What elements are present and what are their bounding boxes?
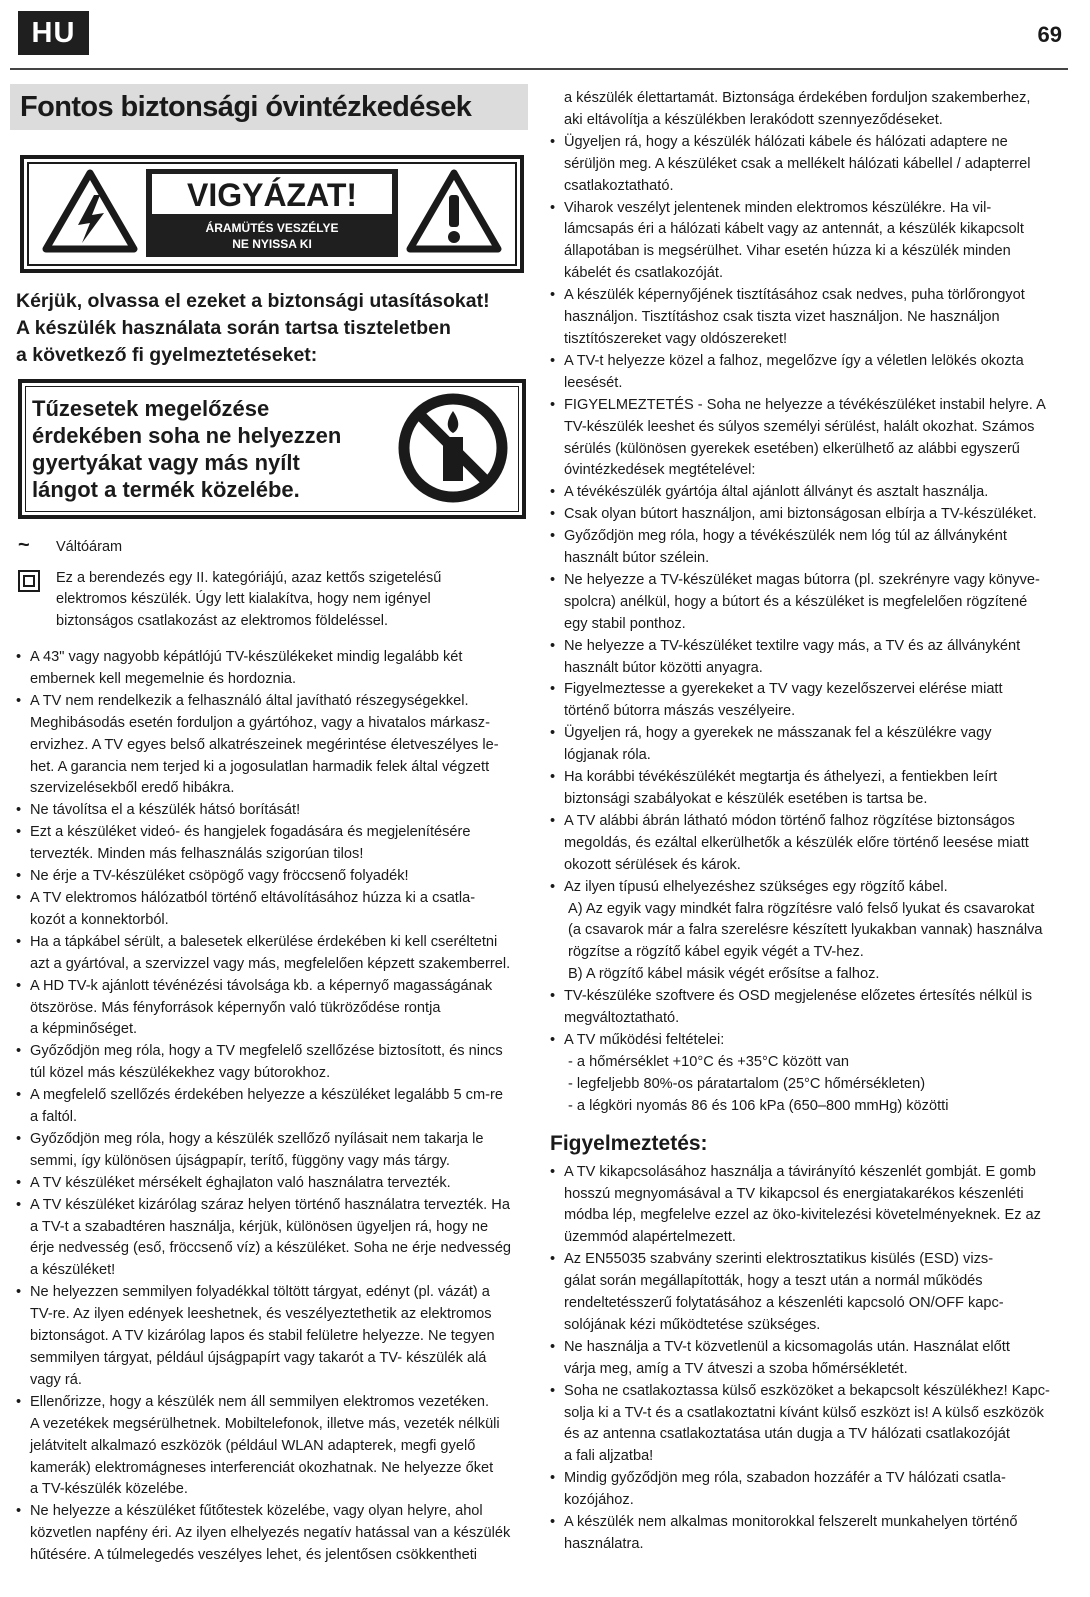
list-item-line: módba lép, megfelelve ezzel az öko-kivitelezési követelményeknek. Ez az — [564, 1207, 1041, 1224]
list-item — [16, 1129, 528, 1173]
list-item — [550, 285, 1068, 351]
list-item — [550, 811, 1068, 877]
list-item-line: semmilyen tárgyat, például újságpapírt vagy takarót a TV- készülék alá — [30, 1350, 487, 1366]
list-item-line: • A TV készüléket mérsékelt éghajlaton való használatra tervezték. — [30, 1174, 451, 1191]
fire-warning-line: Tűzesetek megelőzése — [32, 396, 270, 421]
list-item — [16, 1173, 528, 1195]
list-item-line: túl közel más készülékekhez vagy bútorokhoz. — [30, 1065, 331, 1082]
list-item-line: közvetlen napfény éri. Az ilyen elhelyezés negatív hatással van a készülék — [30, 1525, 511, 1542]
list-item-line: • Ne érje a TV-készüléket csöpögő vagy fröccsenő folyadék! — [30, 868, 409, 885]
list-item-line: • A TV készüléket kizárólag száraz helyen történő használatra tervezték. Ha — [30, 1196, 510, 1213]
list-item-line: • Ne használja a TV-t közvetlenül a kicsomagolás után. Használat előtt — [564, 1338, 1010, 1355]
caution-title: VIGYÁZAT! — [152, 174, 392, 214]
list-item-line: használjon. Tisztításhoz csak tiszta vizet használjon. Ne használjon — [564, 309, 1000, 326]
intro-line: A készülék használata során tartsa tiszteletben — [16, 317, 451, 339]
list-item — [550, 1381, 1068, 1469]
fire-warning-line: lángot a termék közelébe. — [32, 477, 300, 502]
list-item-line: a fali aljzatba! — [564, 1448, 654, 1465]
ac-label: Váltóáram — [56, 539, 123, 555]
condition-line: - a légköri nyomás 86 és 106 kPa (650–800 mmHg) közötti — [568, 1097, 949, 1114]
list-item-line: érje nedvesség (eső, fröccsenő víz) a készüléket. Soha ne érje nedvesség — [30, 1240, 512, 1257]
list-item-line: biztonsági szabályokat e készülék esetében is tartsa be. — [564, 791, 928, 807]
list-item-line: • FIGYELMEZTETÉS - Soha ne helyezze a tévékészüléket instabil helyre. A — [564, 396, 1046, 413]
list-item-line: azt a gyártóval, a szervizzel vagy más, megfelelően képzett szakemberrel. — [30, 955, 511, 972]
class2-line: biztonságos csatlakozást az elektromos földeléssel. — [56, 612, 389, 629]
no-open-flame-icon — [396, 391, 510, 505]
list-item — [550, 636, 1068, 680]
list-item — [550, 767, 1068, 811]
alternating-current-icon: ~ — [18, 534, 30, 556]
list-item — [550, 1337, 1068, 1381]
list-item — [16, 866, 528, 888]
double-insulation-icon — [18, 570, 40, 592]
list-item-line: kozót a konnektorból. — [30, 911, 169, 928]
list-item-line: • Soha ne csatlakoztassa külső eszközöket a bekapcsolt készülékhez! Kapc- — [564, 1382, 1050, 1399]
warnings-heading: Figyelmeztetés: — [550, 1131, 708, 1155]
list-item-line: jelátvitelt alkalmazó eszközök (például WLAN adapterek, megfi gyelő — [30, 1437, 476, 1454]
list-item-line: spolcra) anélkül, hogy a bútort és a készüléket is megfelelően rögzítené — [564, 593, 1028, 610]
condition-line: - legfeljebb 80%-os páratartalom (25°C hőmérsékleten) — [568, 1075, 926, 1092]
top-rule — [10, 68, 1068, 70]
list-item-line: • A TV működési feltételei: — [564, 1031, 725, 1048]
list-item-line: • Ügyeljen rá, hogy a gyerekek ne másszanak fel a készülékre vagy — [564, 725, 992, 742]
list-item-line: • A TV nem rendelkezik a felhasználó által javítható részegységekkel. — [30, 692, 469, 709]
list-item — [16, 1195, 528, 1283]
list-item-line: rendeltetésszerű folytatásához a készenléti kapcsoló ON/OFF kapc- — [564, 1295, 1004, 1312]
electric-shock-warning-label — [20, 155, 524, 273]
list-item-line: okozott sérülések és károk. — [564, 856, 741, 873]
list-item — [16, 800, 528, 822]
list-item-line: lámcsapás éri a hálózati kábelt vagy az antennát, a készülék kikapcsolt — [564, 221, 1024, 238]
list-item-line: sérülés (különösen gyerekek esetében) elkerülhető az alábbi egyszerű — [564, 440, 1020, 457]
intro-line: a következő fi gyelmeztetéseket: — [16, 344, 318, 366]
list-item-line: használt bútor közötti anyagra. — [564, 659, 763, 676]
list-item — [550, 132, 1068, 198]
list-item-line: a faltól. — [30, 1109, 78, 1126]
warnings-list — [550, 1162, 1068, 1556]
list-item-line: • Ha a tápkábel sérült, a balesetek elkerülése érdekében ki kell cseréltetni — [30, 933, 498, 950]
list-item-line: • A tévékészülék gyártója által ajánlott állványt és asztalt használja. — [564, 484, 989, 501]
list-item-line: Meghibásodás esetén forduljon a gyártóhoz, vagy a hivatalos márkasz- — [30, 714, 490, 731]
left-column — [16, 84, 528, 1567]
list-item-line: • TV-készüléke szoftvere és OSD megjelenése előzetes értesítés nélkül is — [564, 988, 1033, 1005]
list-item-line: kábelét és csatlakozóját. — [564, 265, 723, 282]
operating-conditions — [550, 1052, 1068, 1118]
list-item-line: • A készülék képernyőjének tisztításához csak nedves, puha törlőrongyot — [564, 287, 1025, 304]
list-item-line: semmi, így különösen újságpapír, terítő, függöny vagy más tárgy. — [30, 1152, 450, 1169]
list-item-line: • Figyelmeztesse a gyerekeket a TV vagy kezelőszervei elérése miatt — [564, 681, 1003, 698]
caution-block — [146, 169, 398, 257]
list-item-line: leesését. — [564, 374, 623, 391]
list-item-line: • Ne távolítsa el a készülék hátsó borítását! — [30, 802, 301, 819]
list-item-line: • Mindig győződjön meg róla, szabadon hozzáfér a TV hálózati csatla- — [564, 1470, 1006, 1487]
list-item-line: • Győződjön meg róla, hogy a tévékészülék nem lóg túl az állványként — [564, 528, 1007, 545]
list-item-line: • Ügyeljen rá, hogy a készülék hálózati kábele és hálózati adaptere ne — [564, 133, 1008, 150]
list-item — [16, 888, 528, 932]
list-item — [16, 1501, 528, 1567]
list-item-line: • A 43" vagy nagyobb képátlójú TV-készülékeket mindig legalább két — [30, 649, 463, 665]
list-item-line: • Az ilyen típusú elhelyezéshez szükséges egy rögzítő kábel. — [564, 878, 948, 895]
fire-warning-box — [18, 379, 526, 519]
cable-step-line: B) A rögzítő kábel másik végét erősítse a falhoz. — [568, 966, 880, 983]
list-item-line: • Viharok veszélyt jelentenek minden elektromos készülékre. Ha vil- — [564, 199, 992, 216]
list-item — [16, 691, 528, 801]
list-item — [16, 647, 528, 691]
list-item-line: • Ellenőrizze, hogy a készülék nem áll semmilyen elektromos vezetéken. — [30, 1393, 490, 1410]
list-item-line: solójának kézi működtetése szükséges. — [564, 1316, 821, 1333]
list-item-line: • A készülék nem alkalmas monitorokkal felszerelt munkahelyen történő — [564, 1514, 1018, 1531]
list-item-line: várja meg, amíg a TV átveszi a szoba hőmérsékletét. — [564, 1360, 908, 1377]
list-item — [16, 1085, 528, 1129]
list-item-line: csatlakoztatható. — [564, 177, 674, 194]
right-column — [550, 88, 1068, 1556]
list-item-line: • Csak olyan bútort használjon, ami biztonságosan elbírja a TV-készüléket. — [564, 506, 1037, 523]
list-item — [550, 1162, 1068, 1250]
cable-step-line: A) Az egyik vagy mindkét falra rögzítésre való felső lyukat és csavarokat — [568, 900, 1035, 917]
list-item — [16, 932, 528, 976]
cable-step-line: (a csavarok már a falra szerelésre készített lyukakban vannak) használva — [568, 922, 1043, 939]
do-not-open-text: NE NYISSA KI — [232, 237, 312, 251]
list-item — [16, 1041, 528, 1085]
class2-line: elektromos készülék. Úgy lett kialakítva, hogy nem igényel — [56, 591, 431, 607]
list-item-line: solja ki a TV-t és a csatlakoztatni kívánt külső eszközt is! A külső eszközök — [564, 1404, 1044, 1421]
list-item-line: • A megfelelő szellőzés érdekében helyezze a készüléket legalább 5 cm-re — [30, 1087, 503, 1104]
list-item-line: állapotában is megsérülhet. Vihar esetén húzza ki a készülék minden — [564, 243, 1011, 260]
ac-symbol-row — [16, 534, 528, 559]
list-item-line: megoldás, és ezáltal elkerülhetők a készülék előre történő leesése miatt — [564, 834, 1029, 851]
right-safety-list — [550, 132, 1068, 899]
list-item-line: megváltoztatható. — [564, 1010, 680, 1027]
right-continuation — [550, 88, 1068, 132]
list-item-line: biztonságot. A TV kizárólag lapos és stabil felületre helyezze. Ne tegyen — [30, 1328, 495, 1345]
list-item-line: kozójához. — [564, 1492, 634, 1509]
list-item — [550, 88, 1068, 110]
class2-line: Ez a berendezés egy II. kategóriájú, azaz kettős szigetelésű — [56, 569, 442, 586]
list-item-line: és az antenna csatlakoztatása után dugja a TV hálózati csatlakozóját — [564, 1426, 1010, 1443]
list-item — [550, 1512, 1068, 1556]
list-item-line: hűtésére. A túlmelegedés veszélyes lehet, és jelentősen csökkentheti — [30, 1547, 478, 1564]
list-item-line: TV-készülék leeshet és súlyos személyi sérülést, halált okozhat. Számos — [564, 418, 1035, 435]
intro-line: Kérjük, olvassa el ezeket a biztonsági utasításokat! — [16, 290, 490, 312]
list-item-line: • Ne helyezze a készüléket fűtőtestek közelébe, vagy olyan helyre, ahol — [30, 1503, 483, 1520]
list-item-line: TV-re. Az ilyen edények leeshetnek, és veszélyeztethetik az elektromos — [30, 1306, 492, 1323]
list-item-line: tervezték. Minden más felhasználás szigorúan tilos! — [30, 846, 364, 863]
list-item — [550, 482, 1068, 504]
cable-steps — [550, 899, 1068, 987]
left-safety-list — [16, 647, 528, 1567]
list-item-line: • Győződjön meg róla, hogy a TV megfelelő szellőzése biztosított, és nincs — [30, 1043, 503, 1060]
list-item-line: A vezetékek megsérülhetnek. Mobiltelefonok, illetve más, vezeték nélküli — [30, 1415, 500, 1432]
list-item-line: szervizelésekből eredő hibákra. — [30, 780, 235, 797]
fire-warning-line: érdekében soha ne helyezzen — [32, 423, 342, 448]
list-item-line: a TV-készülék közelébe. — [30, 1481, 188, 1498]
page-number: 69 — [1037, 22, 1062, 47]
page-title: Fontos biztonsági óvintézkedések — [10, 84, 528, 130]
intro-text — [16, 288, 528, 369]
list-item-line: • Ne helyezze a TV-készüléket textilre vagy más, a TV és az állványként — [564, 637, 1021, 654]
right-safety-list-2 — [550, 986, 1068, 1052]
exclamation-icon — [406, 169, 502, 253]
list-item-line: kamerák) elektromágneses interferenciát okozhatnak. Ne helyezze őket — [30, 1459, 494, 1476]
list-item — [550, 1468, 1068, 1512]
list-item — [16, 976, 528, 1042]
list-item — [550, 504, 1068, 526]
list-item — [550, 526, 1068, 570]
class2-symbol-row — [16, 568, 528, 633]
fire-warning-line: gyertyákat vagy más nyílt — [32, 450, 300, 475]
list-item-line: • Ha korábbi tévékészülékét megtartja és áthelyezi, a fentiekben leírt — [564, 769, 998, 786]
list-item-line: egy stabil ponthoz. — [564, 615, 686, 632]
list-item-line: ervizhez. A TV egyes belső alkatrészeinek megérintése életveszélyes le- — [30, 736, 499, 753]
list-item-line: • Az EN55035 szabvány szerinti elektrosztatikus kisülés (ESD) vizs- — [564, 1251, 994, 1268]
list-item — [550, 351, 1068, 395]
list-item — [550, 723, 1068, 767]
list-item-line: történő bútorra mászás veszélyeire. — [564, 703, 796, 720]
list-item-line: aki eltávolítja a készülékben lerakódott szennyeződéseket. — [564, 111, 943, 128]
list-item-line: • A TV elektromos hálózatból történő eltávolításához húzza ki a csatla- — [30, 889, 476, 906]
condition-line: - a hőmérséklet +10°C és +35°C között van — [568, 1053, 849, 1070]
list-item-line: • Ezt a készüléket videó- és hangjelek fogadására és megjelenítésére — [30, 824, 471, 841]
list-item — [550, 1030, 1068, 1052]
list-item-line: • Győződjön meg róla, hogy a készülék szellőző nyílásait nem takarja le — [30, 1130, 484, 1147]
list-item-line: óvintézkedések megtételével: — [564, 462, 756, 479]
list-item-line: ötszöröse. Más fényforrások képernyőn való tükröződése rontja — [30, 999, 441, 1016]
high-voltage-icon — [42, 169, 138, 253]
list-item — [550, 395, 1068, 483]
language-badge: HU — [18, 11, 89, 55]
list-item-line: a képminőséget. — [30, 1021, 138, 1038]
cable-step-line: rögzítse a rögzítő kábel egyik végét a TV-hez. — [568, 944, 864, 961]
list-item — [550, 110, 1068, 132]
list-item-line: • A HD TV-k ajánlott tévénézési távolsága kb. a képernyő magasságának — [30, 977, 493, 994]
list-item-line: lógjanak róla. — [564, 747, 651, 764]
list-item-line: tisztítószereket vagy oldószereket! — [564, 330, 788, 347]
list-item-line: a készüléket! — [30, 1262, 116, 1279]
list-item-line: üzemmód alapértelmezett. — [564, 1229, 736, 1246]
list-item — [16, 822, 528, 866]
list-item-line: hosszú megnyomásával a TV kikapcsol és energiatakarékos készenléti — [564, 1185, 1024, 1202]
list-item — [16, 1392, 528, 1502]
list-item-line: • A TV kikapcsolásához használja a távirányító készenlét gombját. E gomb — [564, 1163, 1036, 1180]
shock-hazard-text: ÁRAMÜTÉS VESZÉLYE — [205, 221, 339, 235]
list-item-line: • Ne helyezzen semmilyen folyadékkal töltött tárgyat, edényt (pl. vázát) a — [30, 1284, 490, 1301]
list-item-line: gálat során megállapították, hogy a teszt után a normál működés — [564, 1273, 983, 1290]
list-item-line: het. A garancia nem terjed ki a jogosulatlan harmadik felek által végzett — [30, 758, 490, 775]
list-item-line: a TV-t a szabadtéren használja, kérjük, különösen ügyeljen rá, hogy ne — [30, 1218, 489, 1235]
list-item-line: • Ne helyezze a TV-készüléket magas bútorra (pl. szekrényre vagy könyve- — [564, 571, 1040, 588]
list-item — [550, 198, 1068, 286]
list-item — [550, 570, 1068, 636]
list-item — [550, 877, 1068, 899]
list-item — [550, 1249, 1068, 1337]
list-item — [16, 1282, 528, 1392]
list-item — [550, 986, 1068, 1030]
list-item — [550, 679, 1068, 723]
list-item-line: vagy rá. — [30, 1371, 82, 1388]
list-item-line: használatra. — [564, 1536, 644, 1552]
list-item-line: embernek kell megemelnie és hordoznia. — [30, 670, 297, 687]
list-item-line: • A TV-t helyezze közel a falhoz, megelőzve így a véletlen lelökés okozta — [564, 352, 1024, 369]
list-item-line: • A TV alábbi ábrán látható módon történő falhoz rögzítése biztonságos — [564, 812, 1015, 829]
list-item-line: használt bútor szélein. — [564, 550, 710, 567]
list-item-line: sérüljön meg. A készüléket csak a mellékelt hálózati kábellel / adapterrel — [564, 155, 1031, 172]
list-item-line: a készülék élettartamát. Biztonsága érdekében forduljon szakemberhez, — [564, 90, 1031, 106]
